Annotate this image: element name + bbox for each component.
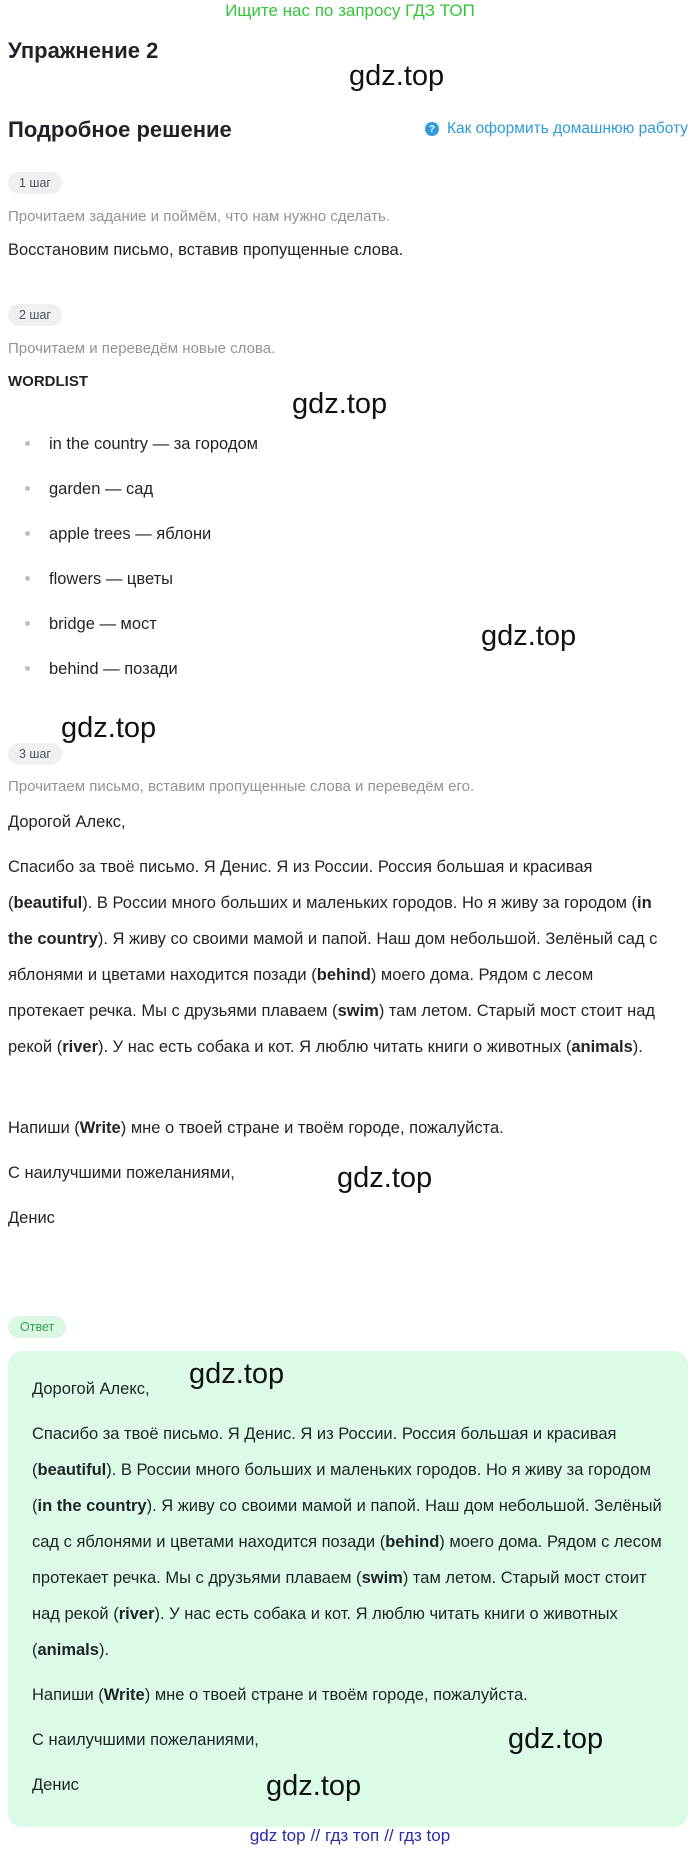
howto-link[interactable] bbox=[425, 120, 688, 138]
step-1-hint: Прочитаем задание и поймём, что нам нужно сделать. bbox=[8, 208, 391, 225]
footer-links bbox=[0, 1826, 700, 1846]
letter-body bbox=[8, 849, 668, 1065]
bullet-icon bbox=[25, 441, 30, 446]
footer-link-2[interactable]: гдз топ bbox=[325, 1826, 380, 1845]
letter-text: ). Я живу со своими мамой и папой. Наш дом небольшой. Зелёный сад с яблонями и цветами находится позади ( bbox=[32, 1497, 662, 1551]
letter-text: Напиши ( bbox=[8, 1119, 80, 1137]
bullet-icon bbox=[25, 621, 30, 626]
letter-text: Спасибо за твоё письмо. Я Денис. Я из России. Россия большая и красивая ( bbox=[32, 1425, 617, 1479]
wordlist bbox=[0, 422, 258, 692]
letter-text: ). Я живу со своими мамой и папой. Наш дом небольшой. Зелёный сад с яблонями и цветами находится позади ( bbox=[8, 930, 658, 984]
wordlist-item-text: bridge — мост bbox=[49, 615, 157, 633]
letter-text: Спасибо за твоё письмо. Я Денис. Я из России. Россия большая и красивая ( bbox=[8, 858, 593, 912]
answer-word: in the country bbox=[37, 1497, 147, 1515]
wordlist-item bbox=[0, 512, 258, 557]
answer-box bbox=[8, 1351, 688, 1827]
bullet-icon bbox=[25, 666, 30, 671]
letter-text: ). У нас есть собака и кот. Я люблю читать книги о животных ( bbox=[32, 1605, 618, 1659]
answer-word: swim bbox=[361, 1569, 403, 1587]
wordlist-item bbox=[0, 602, 258, 647]
answer-word: Write bbox=[103, 1686, 145, 1704]
watermark: gdz.top bbox=[189, 1358, 285, 1390]
watermark: gdz.top bbox=[292, 388, 388, 420]
letter-signature: Денис bbox=[8, 1209, 55, 1227]
answer-word: river bbox=[62, 1038, 99, 1056]
exercise-title: Упражнение 2 bbox=[8, 38, 159, 63]
wordlist-item bbox=[0, 557, 258, 602]
watermark: gdz.top bbox=[481, 620, 577, 652]
question-icon: ? bbox=[425, 122, 439, 136]
howto-link-label: Как оформить домашнюю работу bbox=[446, 120, 688, 137]
step-1-badge: 1 шаг bbox=[8, 172, 62, 194]
watermark: gdz.top bbox=[508, 1723, 604, 1755]
answer-word: river bbox=[118, 1605, 155, 1623]
answer-word: beautiful bbox=[13, 894, 83, 912]
answer-word: behind bbox=[316, 966, 371, 984]
step-2-badge: 2 шаг bbox=[8, 304, 62, 326]
wordlist-title: WORDLIST bbox=[8, 373, 88, 390]
answer-word: in the country bbox=[8, 894, 652, 948]
wordlist-item-text: in the country — за городом bbox=[49, 435, 259, 453]
letter-text: ) там летом. Старый мост стоит над рекой ( bbox=[8, 1002, 656, 1056]
wordlist-item bbox=[0, 467, 258, 512]
bullet-icon bbox=[25, 576, 30, 581]
letter-text: ). У нас есть собака и кот. Я люблю читать книги о животных ( bbox=[98, 1038, 572, 1056]
letter-text: ). bbox=[632, 1038, 643, 1056]
search-banner: Ищите нас по запросу ГДЗ ТОП bbox=[225, 1, 475, 20]
watermark: gdz.top bbox=[349, 60, 445, 92]
letter-text: ). В России много больших и маленьких городов. Но я живу за городом ( bbox=[82, 894, 638, 912]
letter-text: Напиши ( bbox=[32, 1686, 104, 1704]
wordlist-item-text: flowers — цветы bbox=[49, 570, 174, 588]
answer-greeting: Дорогой Алекс, bbox=[32, 1380, 150, 1398]
bullet-icon bbox=[25, 486, 30, 491]
watermark: gdz.top bbox=[337, 1162, 433, 1194]
solution-title: Подробное решение bbox=[8, 117, 232, 142]
footer-separator: // bbox=[384, 1826, 394, 1845]
letter-text: ). В России много больших и маленьких городов. Но я живу за городом ( bbox=[32, 1461, 651, 1515]
step-3-hint: Прочитаем письмо, вставим пропущенные слова и переведём его. bbox=[8, 778, 475, 795]
answer-word: beautiful bbox=[37, 1461, 107, 1479]
wordlist-item-text: garden — сад bbox=[49, 480, 154, 498]
letter-text: ) там летом. Старый мост стоит над рекой ( bbox=[32, 1569, 647, 1623]
wordlist-item bbox=[0, 647, 258, 692]
answer-signature: Денис bbox=[32, 1776, 79, 1794]
footer-separator: // bbox=[310, 1826, 321, 1845]
letter-text: ) моего дома. Рядом с лесом протекает речка. Мы с друзьями плаваем ( bbox=[32, 1533, 662, 1587]
letter-text: ) мне о твоей стране и твоём городе, пожалуйста. bbox=[120, 1119, 504, 1137]
answer-word: behind bbox=[385, 1533, 440, 1551]
letter-text: ) мне о твоей стране и твоём городе, пожалуйста. bbox=[144, 1686, 528, 1704]
letter-write-request bbox=[8, 1110, 668, 1146]
watermark: gdz.top bbox=[266, 1770, 362, 1802]
step-3-badge: 3 шаг bbox=[8, 743, 62, 765]
step-2-hint: Прочитаем и переведём новые слова. bbox=[8, 340, 276, 357]
letter-closing: С наилучшими пожеланиями, bbox=[8, 1164, 235, 1182]
letter-greeting: Дорогой Алекс, bbox=[8, 813, 126, 831]
answer-body bbox=[32, 1416, 662, 1668]
step-1-text: Восстановим письмо, вставив пропущенные слова. bbox=[8, 241, 404, 259]
footer-link-1[interactable]: gdz top bbox=[249, 1826, 306, 1845]
answer-word: animals bbox=[571, 1038, 633, 1056]
letter-text: ) моего дома. Рядом с лесом протекает речка. Мы с друзьями плаваем ( bbox=[8, 966, 594, 1020]
answer-badge: Ответ bbox=[8, 1316, 66, 1338]
answer-write-request bbox=[32, 1677, 662, 1713]
footer-link-3[interactable]: гдз top bbox=[398, 1826, 451, 1845]
answer-closing: С наилучшими пожеланиями, bbox=[32, 1731, 259, 1749]
answer-word: Write bbox=[79, 1119, 121, 1137]
wordlist-item bbox=[0, 422, 258, 467]
bullet-icon bbox=[25, 531, 30, 536]
wordlist-item-text: behind — позади bbox=[49, 660, 178, 678]
watermark: gdz.top bbox=[61, 712, 157, 744]
letter-text: ). bbox=[98, 1641, 110, 1659]
answer-word: animals bbox=[37, 1641, 99, 1659]
answer-word: swim bbox=[337, 1002, 379, 1020]
wordlist-item-text: apple trees — яблони bbox=[49, 525, 212, 543]
